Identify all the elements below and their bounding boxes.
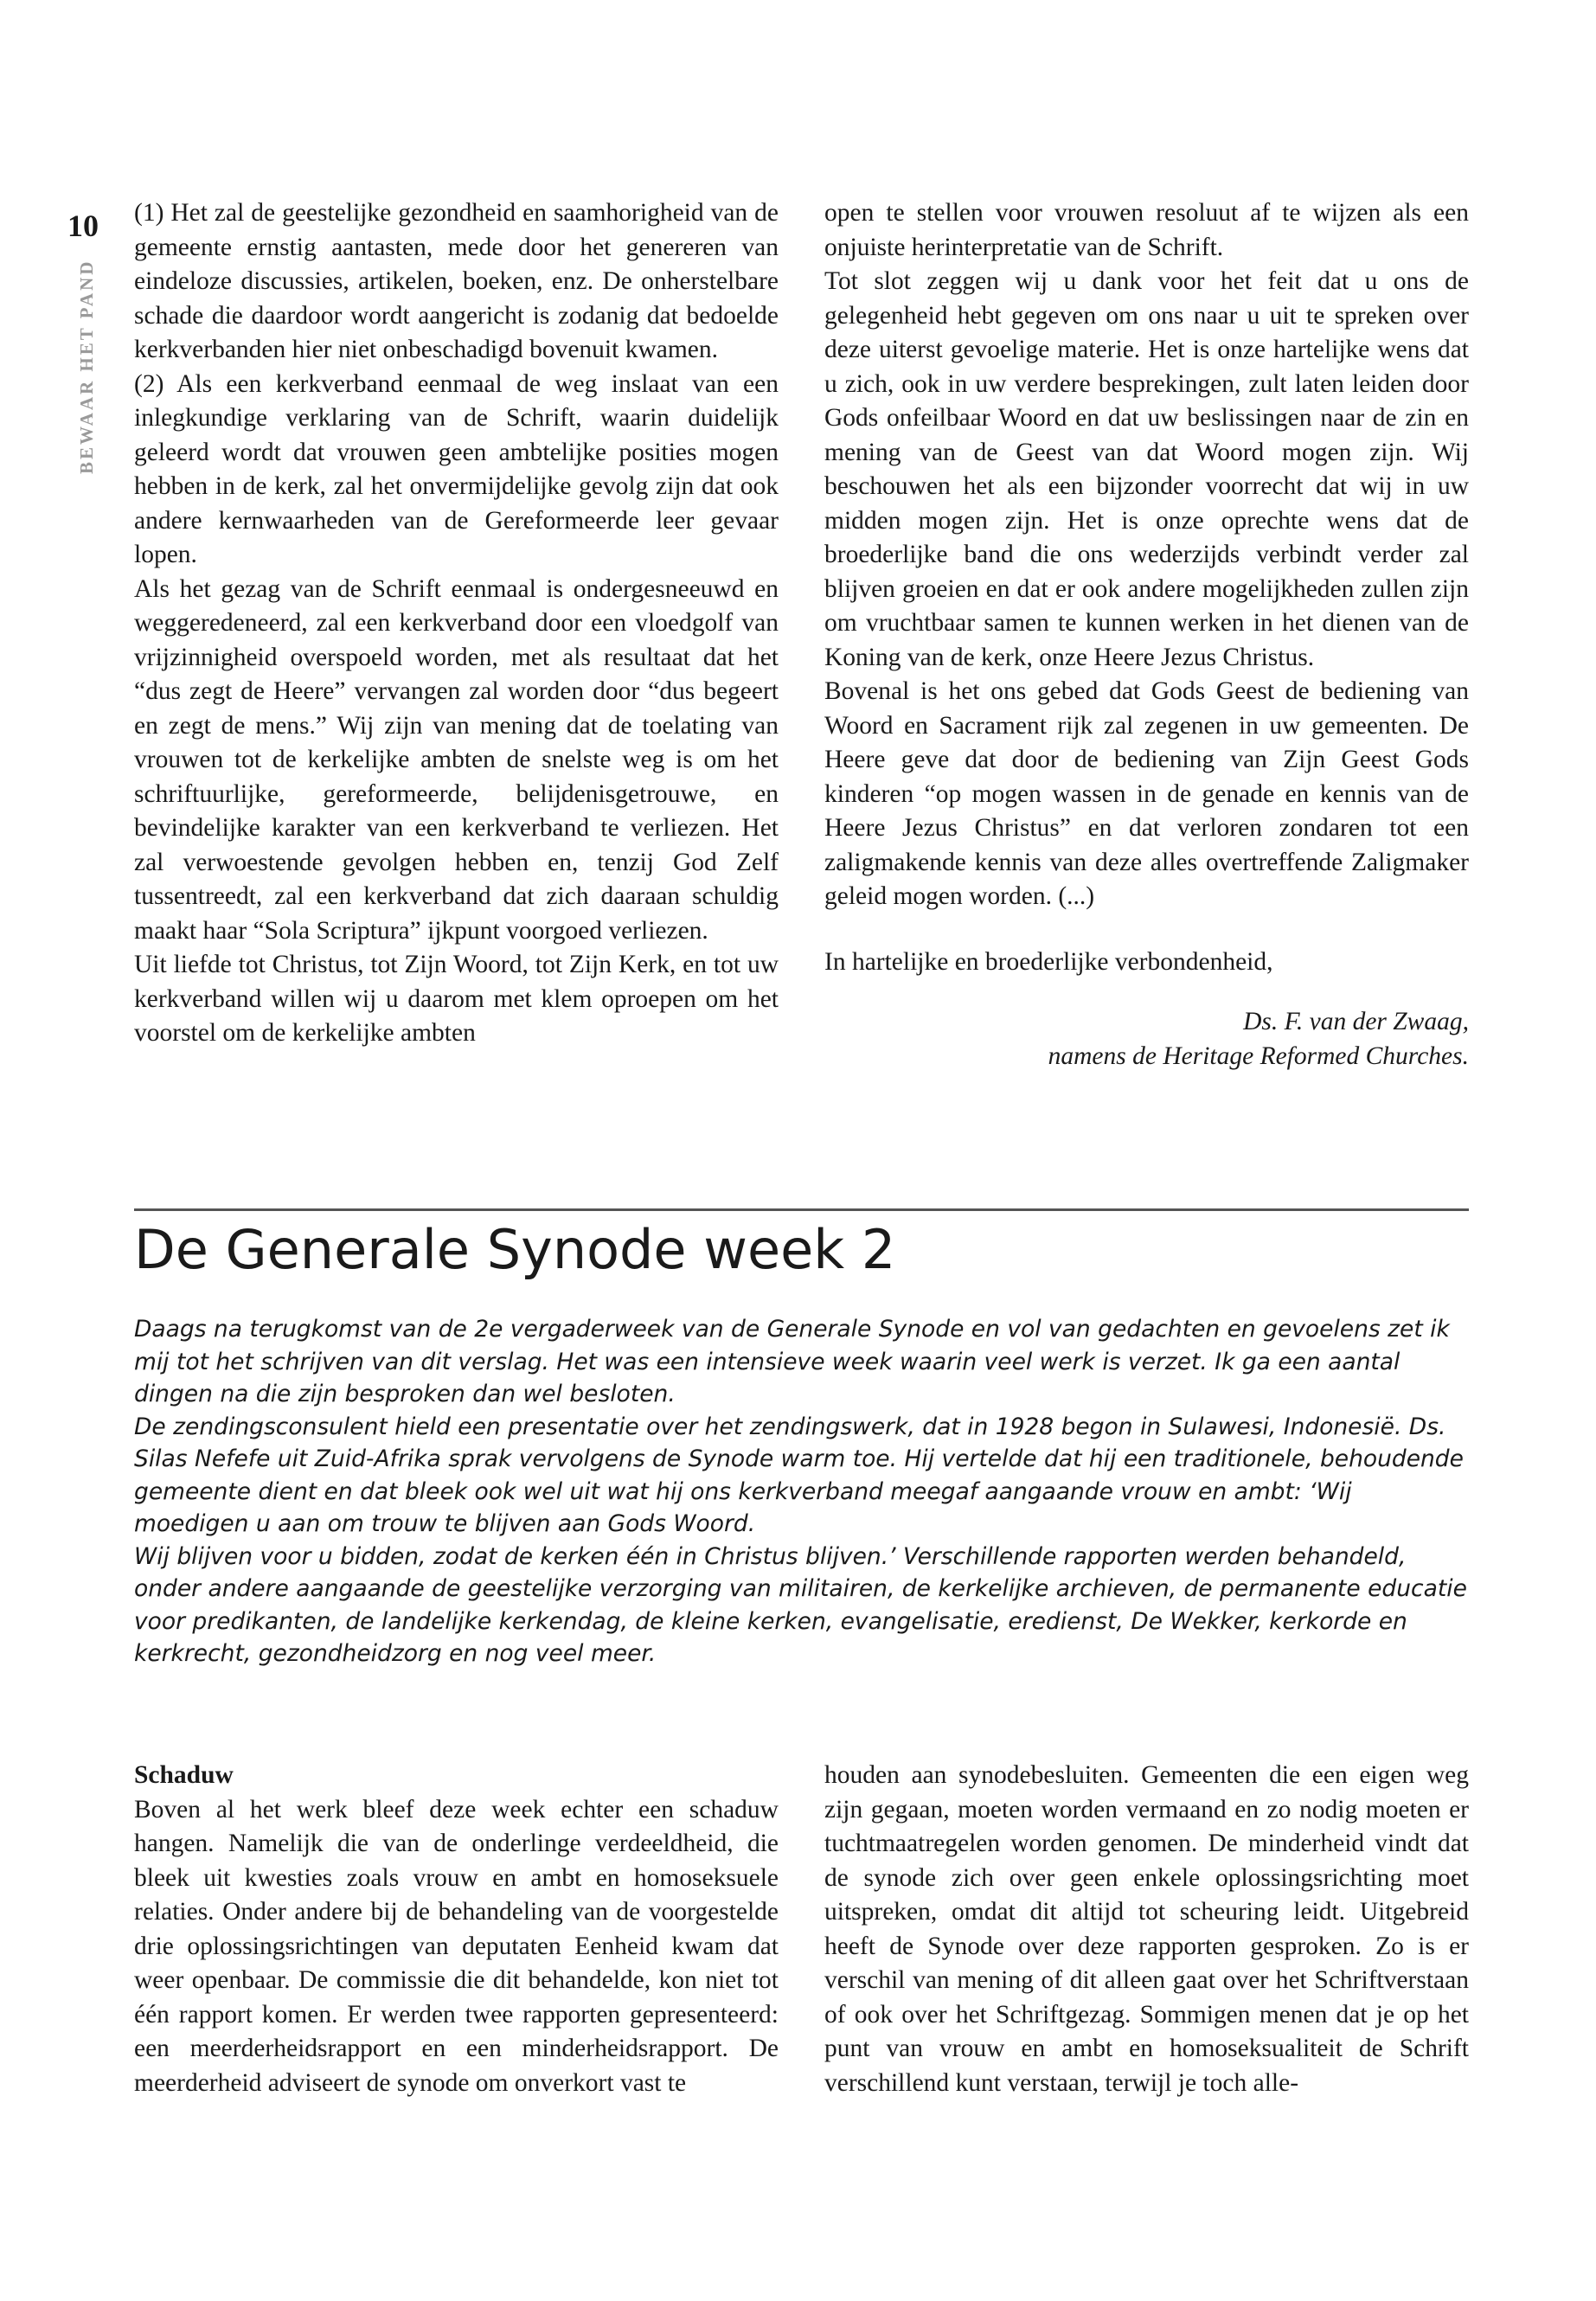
- signature-organisation: namens de Heritage Reformed Churches.: [1048, 1042, 1469, 1070]
- letter-paragraph: Tot slot zeggen wij u dank voor het feit dat u ons de gelegenheid hebt gegeven om ons naar u uit te spreken over deze uiterst gevoelige materie. Het is onze hartelijke wens dat u zich, ook in uw verdere besprekingen, zult laten leiden door Gods onfeilbaar Woord en dat uw beslissingen naar de zin en mening van de Geest van dat Woord mogen zijn. Wij beschouwen het als een bijzonder voorrecht dat wij in uw midden mogen zijn. Het is onze oprechte wens dat de broederlijke band die ons wederzijds verbindt verder zal blijven groeien en dat er ook andere mogelijkheden zullen zijn om vruchtbaar samen te kunnen werken in het dienen van de Koning van de kerk, onze Heere Jezus Christus.: [824, 267, 1469, 671]
- intro-paragraph: De zendingsconsulent hield een presentatie over het zendingswerk, dat in 1928 begon in Sulawesi, Indonesië. Ds. Silas Nefefe uit Zuid-Afrika sprak vervolgens de Synode warm toe. Hij vertelde dat hij een traditionele, behoudende gemeente dient en dat bleek ook wel uit wat hij ons kerkverband meegaf aangaande vrouw en ambt: ‘Wij moedigen u aan om trouw te blijven aan Gods Woord.: [134, 1413, 1464, 1537]
- section-divider: [134, 1208, 1469, 1211]
- article-title: De Generale Synode week 2: [134, 1218, 896, 1281]
- letter-paragraph: (1) Het zal de geestelijke gezondheid en saamhorigheid van de gemeente ernstig aantasten, mede door het genereren van eindeloze discussies, artikelen, boeken, enz. De onherstelbare schade die daardoor wordt aangericht is zodanig dat bedoelde kerkverbanden hier niet onbeschadigd bovenuit kwamen.: [134, 199, 779, 363]
- letter-paragraph: (2) Als een kerkverband eenmaal de weg inslaat van een inlegkundige verklaring van de Schrift, waarin duidelijk geleerd wordt dat vrouwen geen ambtelijke posities mogen hebben in de kerk, zal het onvermijdelijke gevolg zijn dat ook andere kernwaarheden van de Gereformeerde leer gevaar lopen.: [134, 369, 779, 568]
- letter-paragraph: Als het gezag van de Schrift eenmaal is ondergesneeuwd en weggeredeneerd, zal een kerkverband door een vloedgolf van vrijzinnigheid overspoeld worden, met als resultaat dat het “dus zegt de Heere” vervangen zal worden door “dus begeert en zegt de mens.” Wij zijn van mening dat de toelating van vrouwen tot de kerkelijke ambten de snelste weg is om het schriftuurlijke, gereformeerde, belijdenisgetrouwe, en bevindelijke karakter van een kerkverband te verliezen. Het zal verwoestende gevolgen hebben en, tenzij God Zelf tussentreedt, zal een kerkverband dat zich daaraan schuldig maakt haar “Sola Scriptura” ijkpunt voorgoed verliezen.: [134, 574, 779, 945]
- letter-paragraph: Uit liefde tot Christus, tot Zijn Woord, tot Zijn Kerk, en tot uw kerkverband willen wij u daarom met klem oproepen om het voorstel om de kerkelijke ambten: [134, 951, 779, 1047]
- article-column-left: [134, 1759, 779, 2100]
- section-heading: Schaduw: [134, 1761, 234, 1789]
- intro-paragraph: Wij blijven voor u bidden, zodat de kerken één in Christus blijven.’ Verschillende rapporten werden behandeld, onder andere aangaande de geestelijke verzorging van militairen, de kerkelijke archieven, de permanente educatie voor predikanten, de landelijke kerkendag, de kleine kerken, evangelisatie, eredienst, De Wekker, kerkorde en kerkrecht, gezondheidzorg en nog veel meer.: [134, 1542, 1467, 1667]
- letter-closing: In hartelijke en broederlijke verbondenheid,: [824, 947, 1273, 976]
- letter-column-left: [134, 196, 779, 1051]
- running-head: BEWAAR HET PAND: [76, 259, 97, 474]
- article-column-right: [824, 1759, 1469, 2100]
- article-paragraph: houden aan synodebesluiten. Gemeenten die een eigen weg zijn gegaan, moeten worden vermaand en zo nodig moeten er tuchtmaatregelen worden genomen. De minderheid vindt dat de synode zich over geen enkele oplossingsrichting moet uitspreken, omdat dit altijd tot scheuring leidt. Uitgebreid heeft de Synode over deze rapporten gesproken. Zo is er verschil van mening of dit alleen gaat over het Schriftverstaan of ook over het Schriftgezag. Sommigen menen dat je op het punt van vrouw en ambt en homoseksualiteit de Schrift verschillend kunt verstaan, terwijl je toch alle-: [824, 1761, 1469, 2097]
- letter-paragraph: open te stellen voor vrouwen resoluut af te wijzen als een onjuiste herinterpretatie van de Schrift.: [824, 199, 1469, 261]
- letter-column-right: [824, 196, 1469, 1074]
- intro-paragraph: Daags na terugkomst van de 2e vergaderweek van de Generale Synode en vol van gedachten en gevoelens zet ik mij tot het schrijven van dit verslag. Het was een intensieve week waarin veel werk is verzet. Ik ga een aantal dingen na die zijn besproken dan wel besloten.: [134, 1316, 1450, 1407]
- article-paragraph: Boven al het werk bleef deze week echter een schaduw hangen. Namelijk die van de onderlinge verdeeldheid, die bleek uit kwesties zoals vrouw en ambt en homoseksuele relaties. Onder andere bij de behandeling van de voorgestelde drie oplossingsrichtingen van deputaten Eenheid kwam dat weer openbaar. De commissie die dit behandelde, kon niet tot één rapport komen. Er werden twee rapporten gepresenteerd: een meerderheidsrapport en een minderheidsrapport. De meerderheid adviseert de synode om onverkort vast te: [134, 1795, 779, 2097]
- article-intro: [134, 1313, 1469, 1670]
- signature-block: [824, 1005, 1469, 1074]
- page-number: 10: [67, 208, 99, 243]
- letter-paragraph: Bovenal is het ons gebed dat Gods Geest de bediening van Woord en Sacrament rijk zal zegenen in uw gemeenten. De Heere geve dat door de bediening van Zijn Geest Gods kinderen “op mogen wassen in de genade en kennis van de Heere Jezus Christus” en dat verloren zondaren tot een zaligmakende kennis van deze alles overtreffende Zaligmaker geleid mogen worden. (...): [824, 677, 1469, 910]
- signature-name: Ds. F. van der Zwaag,: [1243, 1008, 1469, 1035]
